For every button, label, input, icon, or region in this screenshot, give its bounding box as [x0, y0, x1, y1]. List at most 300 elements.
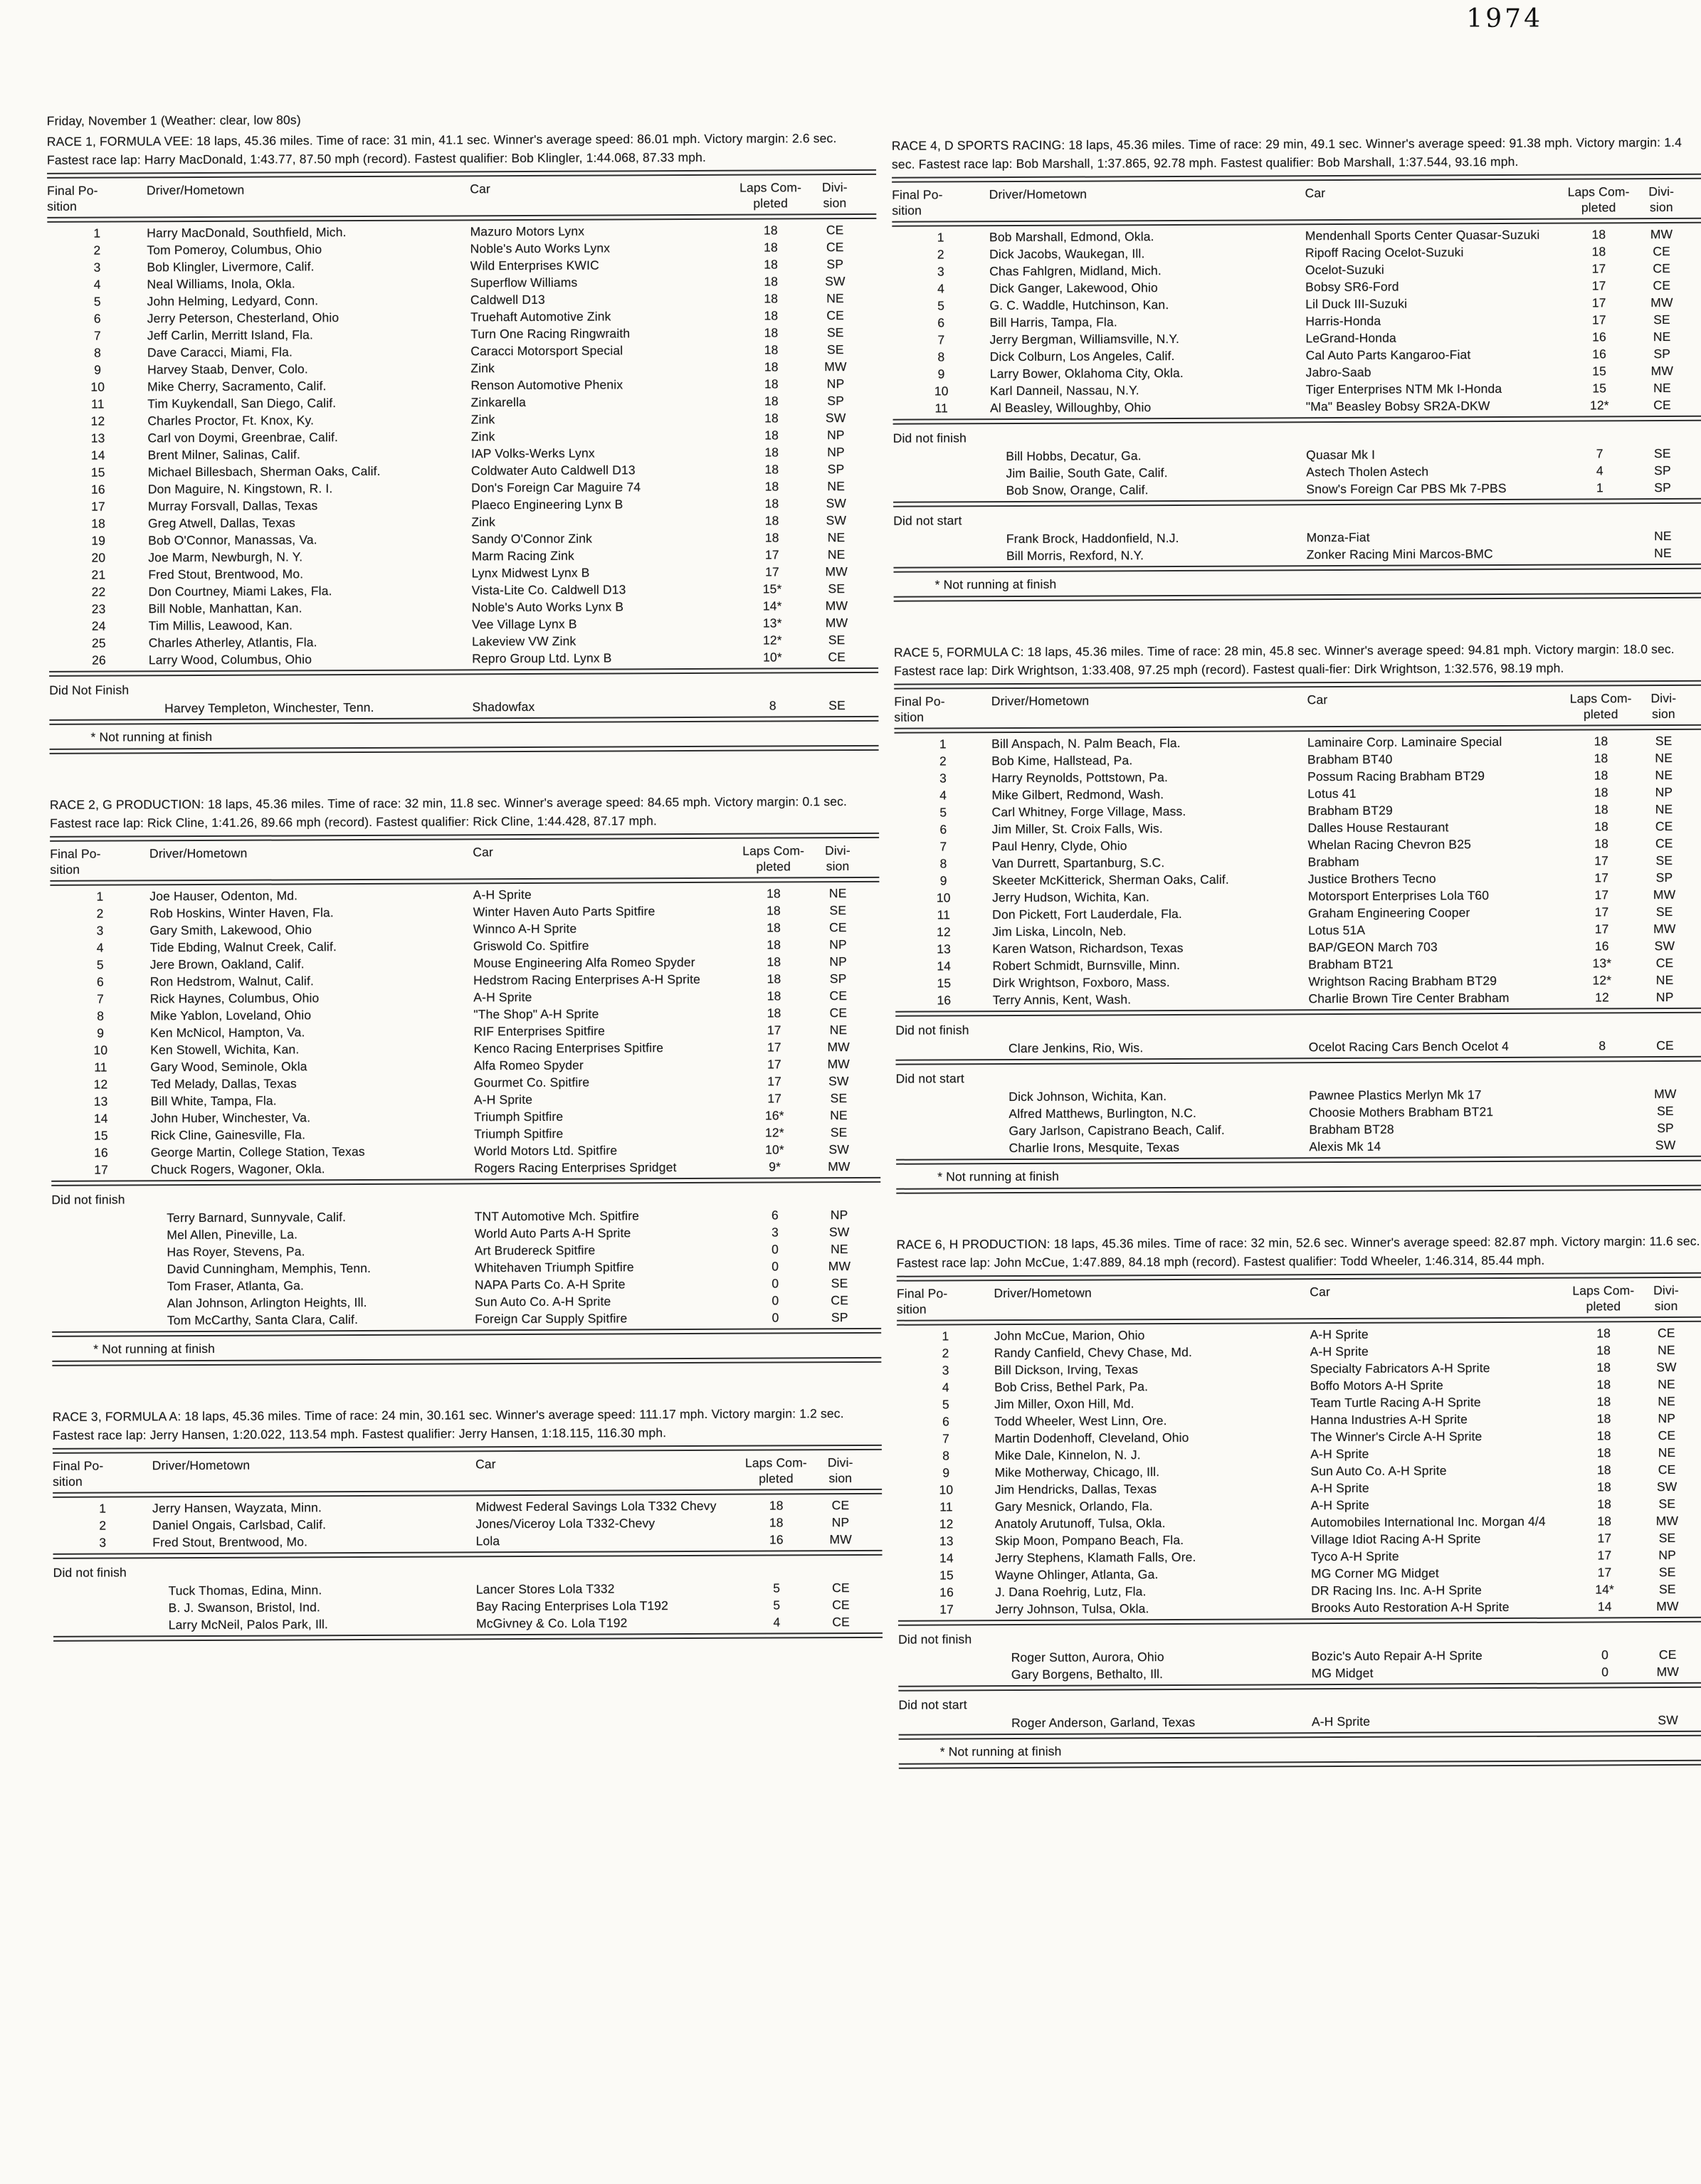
dnf-heading: Did not finish [895, 1023, 969, 1038]
car-cell: Zink [470, 412, 495, 427]
column-header-car [473, 843, 738, 876]
car-cell: Foreign Car Supply Spitfire [475, 1311, 628, 1326]
column-header-car [470, 180, 735, 213]
position-cell [51, 1209, 151, 1227]
column-header-line: Laps Com- [1567, 184, 1630, 199]
car-cell: Astech Tholen Astech [1306, 464, 1429, 480]
division-cell: NP [827, 445, 845, 460]
position-cell: 5 [942, 1397, 949, 1412]
car-cell: McGivney & Co. Lola T192 [476, 1615, 628, 1631]
result-row [896, 1136, 1701, 1157]
column-header-driver [152, 1456, 476, 1489]
laps-cell: 18 [769, 1498, 784, 1513]
car-cell: Vee Village Lynx B [471, 616, 577, 632]
driver-cell: Don Pickett, Fort Lauderdale, Fla. [992, 906, 1182, 922]
position-cell: 3 [99, 1535, 107, 1550]
car-cell: Rogers Racing Enterprises Spridget [474, 1160, 677, 1176]
position-cell: 8 [939, 856, 947, 871]
column-header-line: Driver/Hometown [149, 845, 248, 861]
position-cell [893, 448, 991, 465]
race-summary: RACE 2, G PRODUCTION: 18 laps, 45.36 miles. Time of race: 32 min, 11.8 sec. Winner's average speed: 84.65 mph. Victory margin: 0.1 sec. Fastest race lap: Rick Cline, 1:41.26, 89.66 mph (record). Fastest qualifier: Rick Cline, 1:44.428, 87.17 mph. [49, 794, 848, 830]
position-cell: 11 [94, 1060, 107, 1075]
laps-cell: 18 [1596, 1445, 1611, 1460]
car-cell: Superflow Williams [470, 275, 578, 290]
dnf-heading: Did not finish [892, 431, 967, 445]
driver-cell: George Martin, College Station, Texas [150, 1144, 365, 1160]
division-cell: SE [830, 1091, 848, 1106]
position-cell: 6 [939, 822, 947, 837]
car-cell: Mendenhall Sports Center Quasar-Suzuki [1305, 227, 1540, 243]
position-cell: 15 [937, 976, 952, 991]
laps-cell: 18 [1596, 1343, 1611, 1358]
driver-cell: Jere Brown, Oakland, Calif. [149, 956, 305, 972]
laps-cell: 12* [1592, 973, 1612, 988]
car-cell: Possum Racing Brabham BT29 [1307, 769, 1485, 784]
position-cell: 9 [937, 366, 945, 381]
division-cell: NP [1658, 1547, 1676, 1563]
division-cell: SW [828, 1225, 850, 1240]
division-cell: NP [831, 1515, 850, 1530]
position-cell: 4 [939, 788, 947, 803]
position-cell: 19 [91, 533, 106, 548]
division-cell: NP [829, 937, 847, 952]
division-cell: CE [1656, 1038, 1674, 1053]
driver-cell: Jerry Bergman, Williamsville, N.Y. [989, 331, 1180, 347]
position-cell: 2 [99, 1518, 107, 1533]
car-cell: Lancer Stores Lola T332 [475, 1581, 615, 1597]
position-cell [53, 1599, 153, 1617]
division-cell: NE [831, 1242, 848, 1257]
laps-cell: 18 [1596, 1428, 1611, 1443]
car-cell: Shadowfax [472, 699, 535, 714]
car-cell: Ocelot-Suzuki [1305, 262, 1384, 278]
division-cell: SW [828, 1142, 850, 1157]
driver-cell: Mike Yablon, Loveland, Ohio [149, 1008, 312, 1023]
laps-cell: 18 [764, 496, 779, 511]
car-cell: Kenco Racing Enterprises Spitfire [473, 1040, 664, 1056]
column-header-division [1638, 1282, 1695, 1314]
position-cell: 7 [942, 1431, 950, 1446]
column-header-driver [989, 185, 1305, 218]
driver-cell: Harvey Templeton, Winchester, Tenn. [164, 700, 374, 716]
position-cell: 14 [939, 1551, 954, 1566]
result-row [53, 1531, 882, 1551]
position-cell: 11 [939, 1499, 953, 1514]
division-cell: MW [825, 598, 848, 613]
car-cell: Triumph Spitfire [474, 1126, 564, 1141]
position-cell: 6 [96, 974, 104, 989]
right-column-races [892, 133, 1701, 1769]
car-cell: Zinkarella [470, 394, 527, 410]
laps-cell: 10* [765, 1142, 784, 1157]
car-cell: Brabham [1307, 854, 1359, 870]
division-cell: NP [826, 376, 845, 391]
position-cell: 15 [90, 465, 105, 480]
car-cell: Coldwater Auto Caldwell D13 [470, 463, 636, 478]
division-cell: MW [1650, 363, 1674, 379]
driver-cell: Fred Stout, Brentwood, Mo. [152, 1534, 308, 1550]
laps-cell: 18 [769, 1515, 784, 1530]
division-cell: SE [1653, 445, 1671, 461]
division-cell: SE [829, 903, 847, 918]
table-rule [899, 1760, 1701, 1769]
laps-cell: 18 [764, 359, 779, 374]
driver-cell: Jim Miller, St. Croix Falls, Wis. [991, 821, 1163, 837]
laps-cell: 18 [1594, 751, 1608, 766]
column-header-line: Laps Com- [1572, 1283, 1635, 1298]
car-cell: LeGrand-Honda [1305, 330, 1396, 346]
division-cell: NE [1655, 767, 1673, 783]
position-cell: 4 [937, 281, 945, 296]
driver-cell: Larry Wood, Columbus, Ohio [148, 652, 312, 668]
driver-cell: Joe Hauser, Odenton, Md. [149, 888, 298, 904]
laps-cell: 16 [769, 1532, 784, 1547]
laps-cell: 18 [763, 223, 778, 238]
position-cell: 12 [937, 924, 951, 939]
division-cell: NP [1655, 989, 1674, 1005]
footnote: * Not running at finish [934, 576, 1057, 592]
laps-cell: 18 [764, 428, 779, 443]
driver-cell: Mike Motherway, Chicago, Ill. [994, 1465, 1160, 1480]
division-cell: SP [1654, 463, 1671, 478]
position-cell: 2 [937, 247, 944, 262]
position-cell: 9 [97, 1025, 105, 1040]
table-rule [49, 716, 878, 725]
driver-cell: Murray Forsvall, Dallas, Texas [147, 498, 318, 514]
position-cell: 11 [934, 401, 949, 416]
car-cell: "Ma" Beasley Bobsy SR2A-DKW [1305, 399, 1490, 414]
laps-cell: 17 [1597, 1548, 1612, 1563]
car-cell: Renson Automotive Phenix [470, 377, 623, 393]
laps-cell: 12 [1595, 990, 1609, 1005]
division-cell: NE [1655, 801, 1673, 817]
laps-cell: 17 [1597, 1565, 1612, 1580]
division-cell: CE [1655, 818, 1673, 834]
laps-cell: 17 [1591, 295, 1606, 310]
table-rule [49, 668, 878, 677]
position-cell [896, 1088, 994, 1106]
race-section [892, 133, 1701, 602]
laps-cell: 18 [767, 937, 781, 952]
laps-cell: 18 [1596, 1394, 1611, 1409]
car-cell: Hedstrom Racing Enterprises A-H Sprite [473, 971, 701, 988]
car-cell: RIF Enterprises Spitfire [473, 1023, 606, 1039]
position-cell [896, 1139, 994, 1157]
driver-cell: Rick Cline, Gainesville, Fla. [150, 1127, 306, 1143]
division-cell: SE [826, 325, 844, 340]
division-cell: SE [1653, 312, 1670, 327]
column-header-line: Car [1305, 186, 1326, 201]
car-cell: World Motors Ltd. Spitfire [474, 1143, 618, 1159]
laps-cell: 18 [764, 394, 779, 408]
division-cell: MW [825, 564, 848, 579]
position-cell: 3 [937, 264, 944, 279]
division-cell: NE [828, 886, 847, 901]
column-header-line: sion [1652, 706, 1675, 722]
driver-cell: Neal Williams, Inola, Okla. [147, 276, 295, 292]
position-cell: 24 [91, 618, 106, 633]
driver-cell: Joe Marm, Newburgh, N. Y. [148, 549, 303, 565]
driver-cell: Larry Bower, Oklahoma City, Okla. [989, 365, 1184, 381]
column-header-line: Divi- [821, 180, 848, 195]
position-cell: 14 [93, 1111, 108, 1126]
division-cell: SE [830, 1125, 848, 1140]
column-header-line: Laps Com- [742, 843, 805, 858]
laps-cell: 17 [1594, 887, 1609, 902]
car-cell: Specialty Fabricators A-H Sprite [1310, 1361, 1490, 1376]
result-row [895, 1037, 1701, 1057]
car-cell: Midwest Federal Savings Lola T332 Chevy [475, 1498, 717, 1514]
laps-cell: 18 [1596, 1377, 1611, 1392]
column-header-position [53, 1457, 152, 1489]
division-cell: MW [824, 359, 847, 374]
laps-cell: 18 [764, 376, 779, 391]
position-cell [52, 1277, 152, 1295]
table-rule [898, 1682, 1701, 1692]
race-summary: RACE 4, D SPORTS RACING: 18 laps, 45.36 miles. Time of race: 29 min, 49.1 sec. Winner's average speed: 91.38 mph. Victory margin: 1.4 sec. Fastest race lap: Bob Marshall, 1:37.865, 92.78 mph. Fastest qualifier: Bob Marshall, 1:37.544, 93.16 mph. [891, 134, 1682, 172]
race-section [894, 640, 1701, 1194]
car-cell: Bay Racing Enterprises Lola T192 [475, 1598, 669, 1614]
car-cell: Quasar Mk I [1306, 447, 1376, 463]
column-header-division [806, 179, 864, 211]
division-cell: SE [1657, 1103, 1674, 1119]
result-row [893, 479, 1701, 500]
laps-cell: 0 [771, 1276, 779, 1291]
laps-cell: 0 [771, 1259, 779, 1274]
car-cell: Pawnee Plastics Merlyn Mk 17 [1309, 1087, 1482, 1103]
column-header-line: Car [473, 845, 494, 860]
column-header-line: Car [1310, 1284, 1330, 1299]
division-cell: CE [1657, 1325, 1675, 1341]
column-header-line: Divi- [1653, 1282, 1679, 1298]
division-cell: MW [1654, 1086, 1677, 1102]
laps-cell: 8 [1599, 1038, 1606, 1053]
car-cell: MG Midget [1311, 1665, 1374, 1681]
car-cell: Zink [471, 515, 496, 529]
laps-cell: 17 [767, 1040, 781, 1055]
position-cell: 11 [91, 396, 105, 411]
column-header-line: sition [894, 709, 925, 724]
driver-cell: Harry MacDonald, Southfield, Mich. [147, 225, 347, 241]
position-cell: 17 [94, 1162, 108, 1177]
division-cell: NE [1655, 972, 1674, 988]
division-cell: SE [828, 633, 846, 648]
driver-cell: Terry Annis, Kent, Wash. [992, 992, 1132, 1008]
division-cell: NE [826, 291, 844, 306]
car-cell: A-H Sprite [1310, 1497, 1369, 1513]
division-cell: CE [826, 240, 844, 255]
division-cell: CE [1658, 1462, 1676, 1477]
driver-cell: Tim Kuykendall, San Diego, Calif. [147, 396, 337, 411]
table-rule [892, 174, 1701, 183]
driver-cell: Bill Dickson, Irving, Texas [994, 1362, 1139, 1378]
division-cell: NP [1658, 1410, 1676, 1426]
driver-cell: John McCue, Marion, Ohio [994, 1328, 1145, 1344]
driver-cell: Bill Noble, Manhattan, Kan. [148, 601, 302, 616]
driver-cell: Don Maguire, N. Kingstown, R. I. [147, 481, 333, 497]
car-cell: Brabham BT28 [1309, 1122, 1394, 1137]
column-header-line: pleted [759, 1471, 794, 1486]
driver-cell: Mike Dale, Kinnelon, N. J. [994, 1447, 1141, 1463]
car-cell: Cal Auto Parts Kangaroo-Fiat [1305, 347, 1471, 363]
column-header-line: Divi- [825, 843, 850, 858]
laps-cell: 13* [762, 616, 782, 631]
driver-cell: Bill White, Tampa, Fla. [150, 1093, 277, 1109]
division-cell: SE [828, 698, 846, 713]
table-rule [893, 498, 1701, 507]
result-row [899, 1711, 1701, 1732]
result-row [898, 1598, 1701, 1618]
division-cell: NE [1653, 329, 1671, 344]
division-cell: SP [1653, 346, 1671, 362]
position-cell: 22 [91, 584, 106, 599]
column-header-line: Driver/Hometown [152, 1457, 251, 1473]
driver-cell: Frank Brock, Haddonfield, N.J. [1006, 530, 1179, 547]
column-header-line: sition [892, 203, 922, 218]
laps-cell: 12* [762, 633, 782, 648]
car-cell: "The Shop" A-H Sprite [473, 1006, 599, 1022]
position-cell: 13 [939, 1534, 954, 1549]
division-cell: NE [1658, 1376, 1675, 1392]
footnote: * Not running at finish [93, 1341, 216, 1356]
division-cell: CE [826, 223, 844, 238]
driver-cell: Mel Allen, Pineville, La. [167, 1227, 298, 1243]
division-cell: CE [1655, 955, 1674, 971]
division-cell: NP [829, 954, 847, 969]
race-section [53, 1404, 883, 1642]
laps-cell: 9* [769, 1159, 781, 1174]
laps-cell: 18 [766, 886, 781, 901]
division-cell: NE [1654, 528, 1672, 544]
position-cell: 20 [91, 550, 106, 565]
laps-cell [1566, 544, 1635, 561]
car-cell: Harris-Honda [1305, 313, 1381, 329]
laps-cell: 17 [1591, 278, 1606, 293]
car-cell: Vista-Lite Co. Caldwell D13 [471, 582, 626, 598]
column-header-position [50, 845, 149, 877]
column-header-line: pleted [1581, 200, 1616, 215]
laps-cell: 18 [764, 513, 779, 528]
column-header-driver [994, 1284, 1310, 1317]
car-cell: Sandy O'Connor Zink [471, 531, 593, 547]
laps-cell: 17 [767, 1091, 782, 1106]
car-cell: IAP Volks-Werks Lynx [470, 445, 595, 461]
laps-cell: 4 [1596, 463, 1603, 478]
division-cell: CE [1653, 260, 1671, 276]
car-cell: Brabham BT40 [1307, 751, 1393, 767]
column-header-line: Car [475, 1457, 496, 1472]
driver-cell: Karen Watson, Richardson, Texas [992, 940, 1184, 956]
car-cell: MG Corner MG Midget [1310, 1566, 1439, 1581]
car-cell: Bozic's Auto Repair A-H Sprite [1311, 1648, 1483, 1664]
laps-cell: 18 [764, 445, 779, 460]
division-cell: SE [1658, 1496, 1676, 1512]
laps-cell: 13* [1592, 956, 1612, 971]
column-header-car [475, 1455, 741, 1488]
race-summary: RACE 1, FORMULA VEE: 18 laps, 45.36 miles. Time of race: 31 min, 41.1 sec. Winner's average speed: 86.01 mph. Victory margin: 2.6 sec. Fastest race lap: Harry MacDonald, 1:43.77, 87.50 mph (record). Fastest qualifier: Bob Klingler, 1:44.068, 87.33 mph. [46, 131, 837, 167]
table-rule [50, 745, 879, 754]
table-rule [50, 833, 879, 842]
position-cell: 15 [939, 1568, 954, 1583]
driver-cell: Karl Danneil, Nassau, N.Y. [989, 383, 1139, 399]
position-cell: 12 [939, 1516, 954, 1531]
column-header-line: sition [50, 862, 80, 877]
column-header-line: Laps Com- [739, 180, 802, 195]
laps-cell: 17 [767, 1057, 781, 1072]
driver-cell: Clare Jenkins, Rio, Wis. [1008, 1040, 1144, 1056]
table-header-row [894, 690, 1701, 725]
car-cell: Lakeview VW Zink [472, 633, 576, 649]
table-rule [895, 1008, 1701, 1017]
race-section [50, 792, 881, 1366]
position-cell: 15 [93, 1128, 108, 1143]
division-cell: SE [1658, 1581, 1676, 1597]
position-cell: 10 [934, 384, 949, 399]
division-cell: SP [827, 462, 845, 477]
laps-cell: 17 [767, 1023, 781, 1038]
division-cell: CE [826, 308, 845, 323]
laps-cell [1568, 1119, 1637, 1136]
car-cell: Marm Racing Zink [471, 548, 574, 564]
position-cell: 18 [91, 516, 106, 531]
laps-cell: 16* [764, 1108, 784, 1123]
column-header-line: Final Po- [892, 187, 943, 202]
division-cell: MW [827, 1040, 850, 1055]
right-column [892, 133, 1701, 1810]
footnote: * Not running at finish [937, 1169, 1060, 1184]
laps-cell: 18 [767, 1006, 781, 1020]
laps-cell: 18 [764, 274, 779, 289]
division-cell: NE [829, 1023, 848, 1038]
column-header-car [1310, 1283, 1569, 1316]
car-cell: A-H Sprite [473, 1092, 533, 1107]
car-cell: Lynx Midwest Lynx B [471, 565, 590, 581]
column-header-laps [738, 843, 809, 874]
laps-cell [1566, 527, 1635, 544]
column-header-line: Driver/Hometown [146, 182, 245, 198]
driver-cell: Ken McNicol, Hampton, Va. [150, 1025, 305, 1040]
position-cell [893, 530, 991, 548]
driver-cell: David Cunningham, Memphis, Tenn. [167, 1260, 372, 1277]
position-cell: 1 [93, 226, 101, 241]
division-cell: MW [828, 1259, 851, 1274]
left-column-races [47, 129, 883, 1642]
column-header-line: Car [1307, 692, 1328, 707]
column-header-laps [1569, 1282, 1638, 1314]
column-header-line: Divi- [1650, 690, 1677, 706]
driver-cell: Jim Hendricks, Dallas, Texas [994, 1482, 1157, 1497]
position-cell [52, 1226, 152, 1244]
position-cell: 13 [93, 1094, 108, 1109]
position-cell: 23 [91, 601, 106, 616]
column-header-line: sion [826, 859, 850, 874]
division-cell: CE [829, 988, 848, 1003]
position-cell: 3 [939, 771, 947, 786]
driver-cell: Dave Caracci, Miami, Fla. [147, 344, 293, 360]
driver-cell: Harvey Staab, Denver, Colo. [147, 362, 308, 377]
position-cell: 13 [90, 431, 105, 445]
car-cell: Mouse Engineering Alfa Romeo Spyder [473, 954, 695, 971]
laps-cell: 14* [1595, 1582, 1615, 1597]
car-cell: Hanna Industries A-H Sprite [1310, 1412, 1468, 1428]
car-cell: Lola [475, 1534, 500, 1549]
car-cell: Noble's Auto Works Lynx B [471, 599, 624, 615]
laps-cell: 16 [1594, 939, 1609, 954]
driver-cell: Dick Colburn, Los Angeles, Calif. [989, 349, 1175, 364]
laps-cell: 18 [764, 325, 779, 340]
division-cell: SW [1655, 1137, 1676, 1153]
car-cell: A-H Sprite [1310, 1480, 1369, 1496]
